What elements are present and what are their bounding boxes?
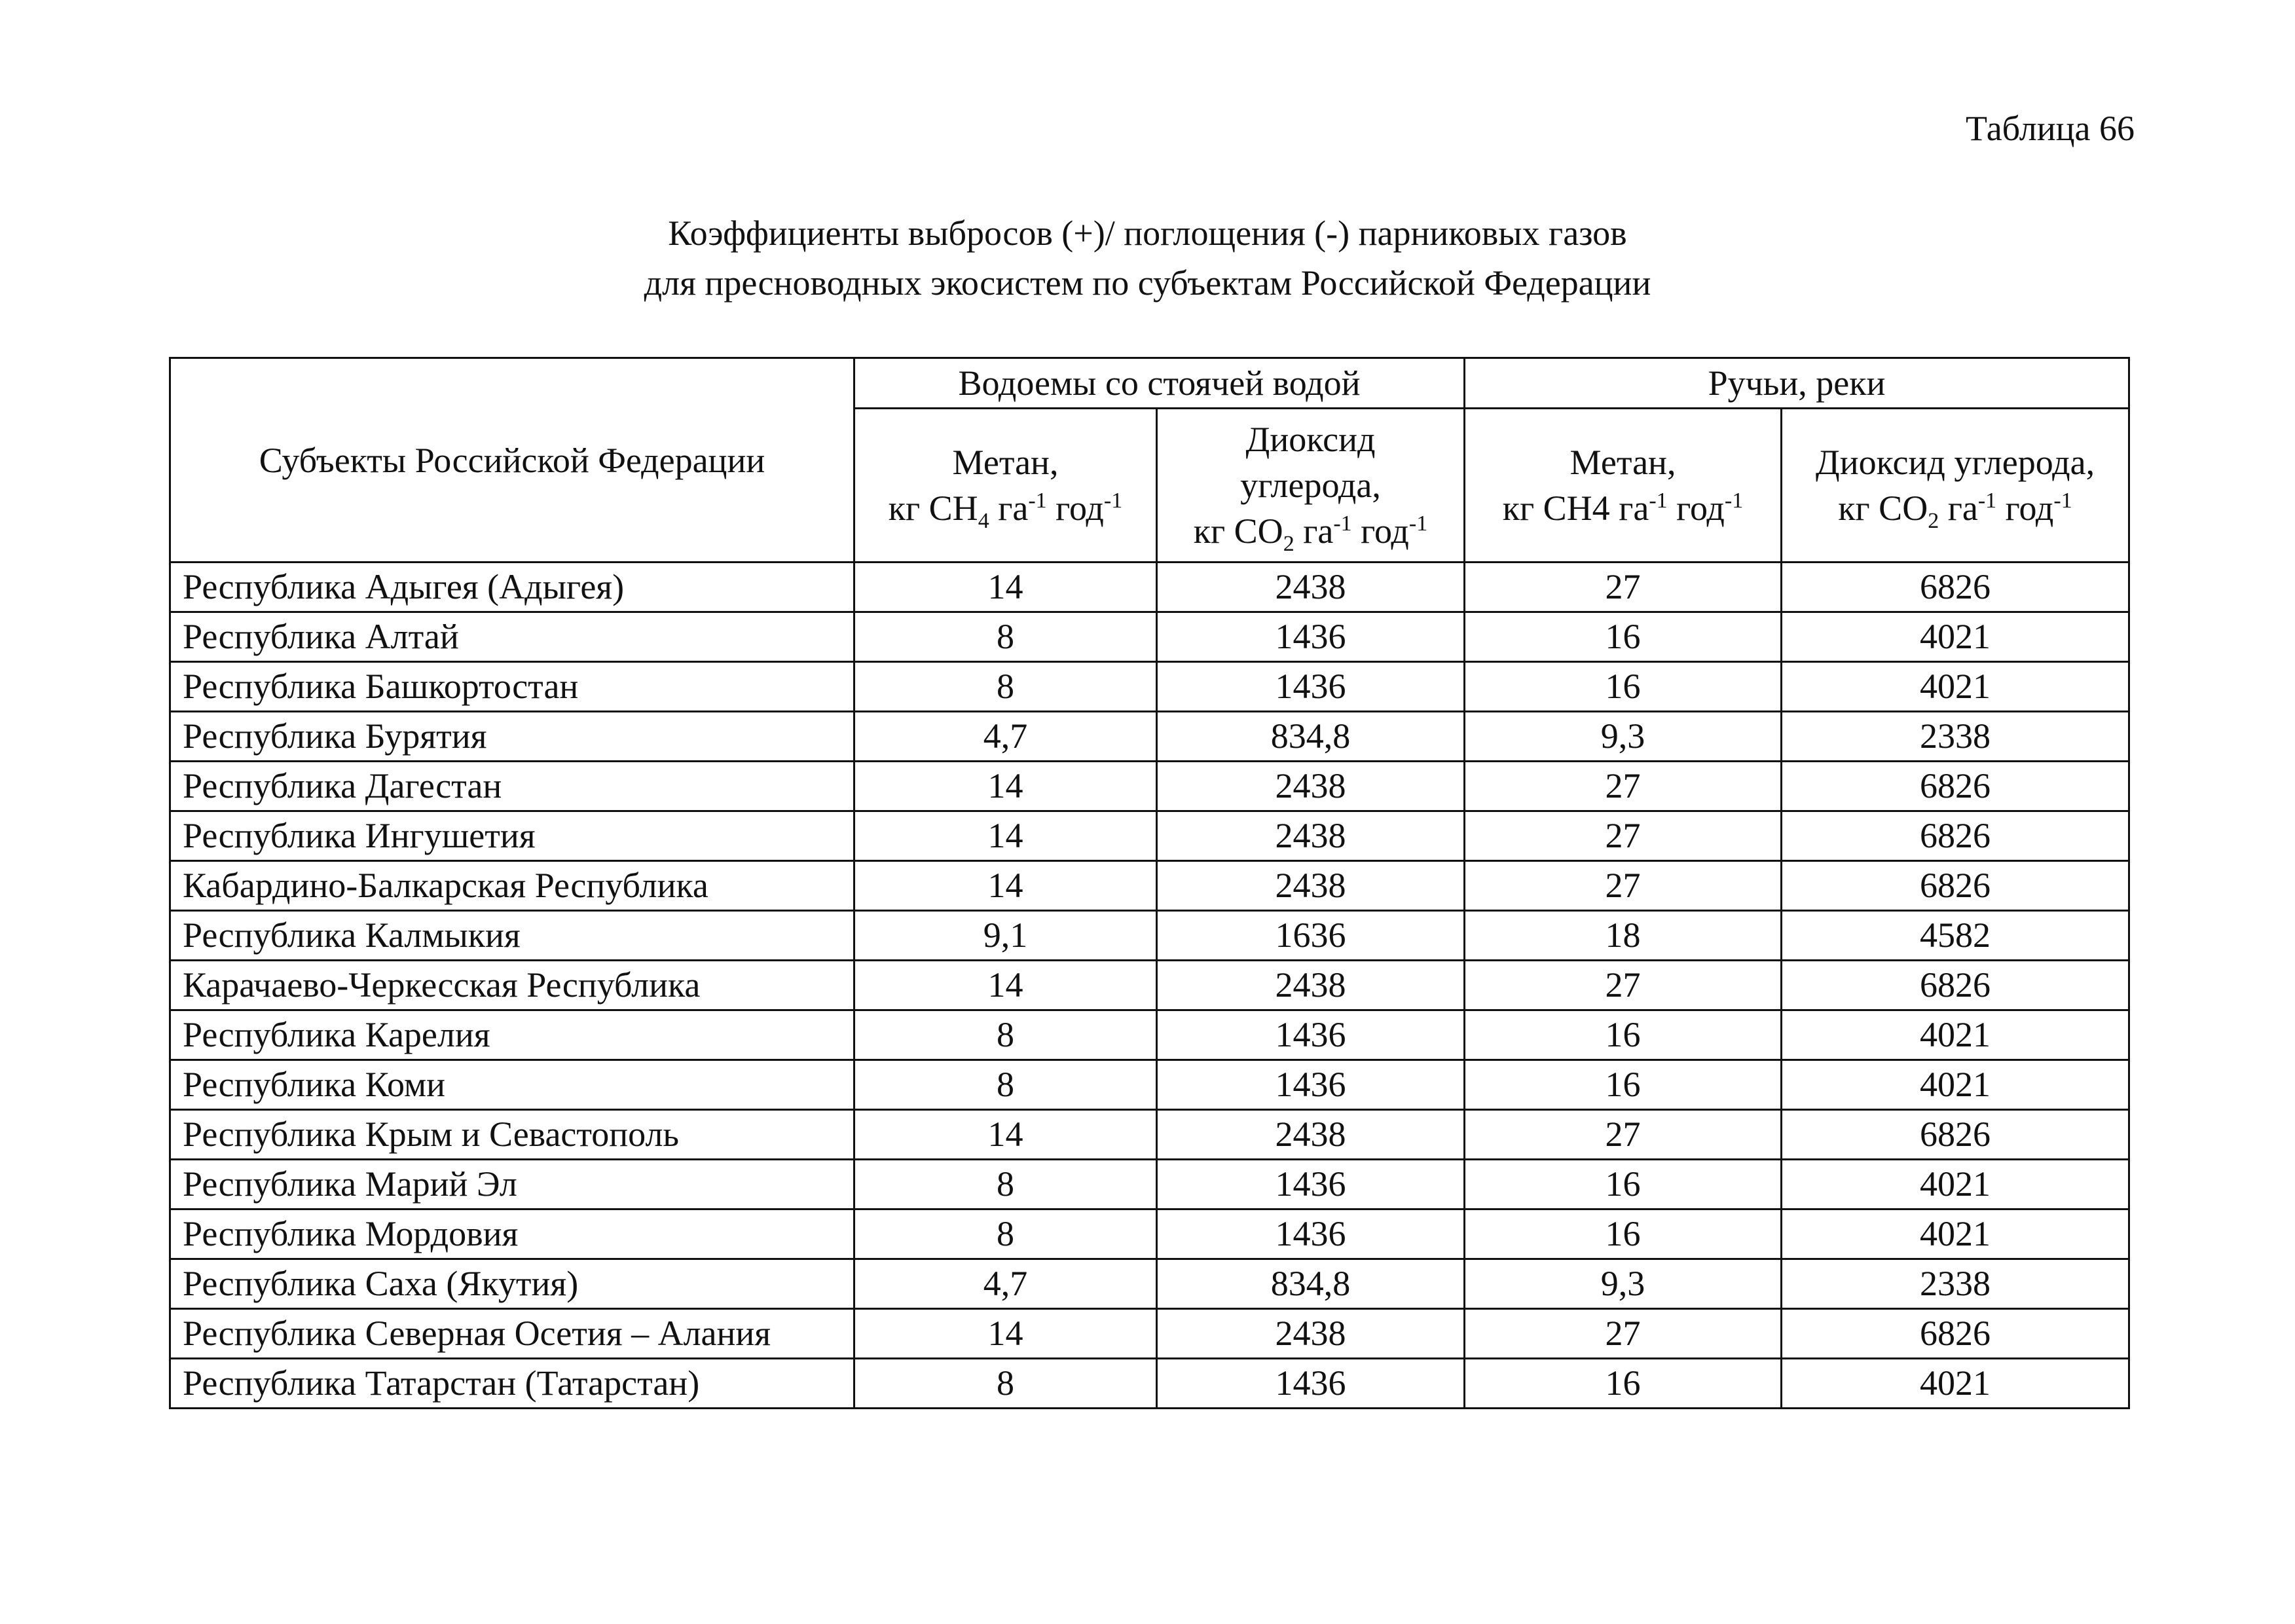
cell-standing-methane: 8: [854, 1010, 1157, 1060]
table-row: [170, 762, 2129, 811]
table-row: [170, 811, 2129, 861]
cell-rivers-co2: 4021: [1782, 1160, 2129, 1209]
cell-rivers-methane: 16: [1465, 1160, 1782, 1209]
unit-text: год: [1667, 489, 1725, 528]
cell-standing-co2: 834,8: [1157, 712, 1465, 762]
cell-rivers-methane: 27: [1465, 861, 1782, 911]
cell-standing-methane: 14: [854, 811, 1157, 861]
cell-rivers-co2: 4582: [1782, 911, 2129, 961]
cell-standing-co2: 2438: [1157, 563, 1465, 612]
cell-standing-co2: 2438: [1157, 762, 1465, 811]
unit-text: га: [1939, 489, 1978, 528]
cell-standing-methane: 4,7: [854, 712, 1157, 762]
cell-subject: Республика Башкортостан: [170, 662, 854, 712]
cell-rivers-co2: 6826: [1782, 811, 2129, 861]
cell-standing-co2: 2438: [1157, 961, 1465, 1010]
cell-rivers-co2: 4021: [1782, 1359, 2129, 1409]
cell-standing-methane: 14: [854, 1110, 1157, 1160]
cell-standing-methane: 8: [854, 1060, 1157, 1110]
cell-rivers-methane: 9,3: [1465, 712, 1782, 762]
cell-subject: Республика Карелия: [170, 1010, 854, 1060]
cell-rivers-co2: 4021: [1782, 662, 2129, 712]
cell-rivers-co2: 4021: [1782, 1209, 2129, 1259]
cell-rivers-methane: 16: [1465, 1359, 1782, 1409]
header-standing-methane: [854, 409, 1157, 563]
cell-subject: Республика Марий Эл: [170, 1160, 854, 1209]
header-rivers-methane: [1465, 409, 1782, 563]
header-label: углерода,: [1240, 466, 1381, 505]
table-row: [170, 1110, 2129, 1160]
header-group-rivers: Ручьи, реки: [1465, 358, 2129, 409]
unit-exponent: -1: [1724, 489, 1744, 513]
unit-text: кг CH4: [1502, 489, 1610, 528]
cell-rivers-methane: 16: [1465, 1060, 1782, 1110]
header-label: Диоксид: [1245, 420, 1376, 459]
cell-standing-co2: 2438: [1157, 1110, 1465, 1160]
cell-rivers-co2: 2338: [1782, 1259, 2129, 1309]
unit-text: га: [1609, 489, 1649, 528]
cell-rivers-co2: 6826: [1782, 1110, 2129, 1160]
cell-standing-co2: 1636: [1157, 911, 1465, 961]
header-label: Метан,: [1570, 443, 1676, 482]
cell-rivers-methane: 9,3: [1465, 1259, 1782, 1309]
unit-text: год: [1996, 489, 2054, 528]
cell-rivers-co2: 4021: [1782, 1060, 2129, 1110]
emission-factors-table: [169, 357, 2130, 1409]
table-title: [0, 208, 2295, 308]
unit-exponent: -1: [1977, 489, 1997, 513]
cell-standing-methane: 4,7: [854, 1259, 1157, 1309]
cell-rivers-methane: 27: [1465, 1309, 1782, 1359]
header-label: Диоксид углерода,: [1815, 443, 2095, 482]
cell-standing-co2: 1436: [1157, 1010, 1465, 1060]
unit-exponent: -1: [1103, 489, 1123, 513]
cell-standing-methane: 8: [854, 662, 1157, 712]
cell-subject: Карачаево-Черкесская Республика: [170, 961, 854, 1010]
unit-text: кг CO: [1193, 511, 1283, 551]
cell-rivers-methane: 27: [1465, 961, 1782, 1010]
cell-standing-methane: 14: [854, 563, 1157, 612]
table-row: [170, 1060, 2129, 1110]
table-row: [170, 961, 2129, 1010]
table-row: [170, 612, 2129, 662]
header-rivers-co2: [1782, 409, 2129, 563]
table-row: [170, 1259, 2129, 1309]
cell-rivers-co2: 2338: [1782, 712, 2129, 762]
cell-subject: Республика Калмыкия: [170, 911, 854, 961]
cell-subject: Кабардино-Балкарская Республика: [170, 861, 854, 911]
cell-standing-methane: 8: [854, 1359, 1157, 1409]
cell-rivers-co2: 6826: [1782, 1309, 2129, 1359]
table-row: [170, 1309, 2129, 1359]
cell-subject: Республика Мордовия: [170, 1209, 854, 1259]
cell-rivers-methane: 16: [1465, 1010, 1782, 1060]
cell-subject: Республика Саха (Якутия): [170, 1259, 854, 1309]
cell-standing-methane: 14: [854, 861, 1157, 911]
header-group-standing-water: Водоемы со стоячей водой: [854, 358, 1465, 409]
unit-subscript: 2: [1928, 508, 1939, 533]
cell-rivers-co2: 4021: [1782, 612, 2129, 662]
unit-exponent: -1: [1028, 489, 1047, 513]
cell-rivers-co2: 6826: [1782, 762, 2129, 811]
table-row: [170, 1010, 2129, 1060]
cell-standing-co2: 1436: [1157, 1160, 1465, 1209]
cell-standing-methane: 14: [854, 762, 1157, 811]
cell-standing-methane: 8: [854, 1209, 1157, 1259]
unit-text: год: [1046, 489, 1104, 528]
table-row: [170, 861, 2129, 911]
cell-rivers-co2: 6826: [1782, 961, 2129, 1010]
cell-standing-co2: 1436: [1157, 1359, 1465, 1409]
cell-standing-methane: 14: [854, 1309, 1157, 1359]
table-number: Таблица 66: [1966, 109, 2135, 148]
unit-text: кг CO: [1838, 489, 1928, 528]
cell-rivers-co2: 4021: [1782, 1010, 2129, 1060]
cell-standing-co2: 1436: [1157, 1209, 1465, 1259]
table-title-line-2: для пресноводных экосистем по субъектам Российской Федерации: [644, 263, 1651, 303]
unit-text: год: [1351, 511, 1409, 551]
header-subject: Субъекты Российской Федерации: [170, 358, 854, 563]
table-row: [170, 911, 2129, 961]
unit-text: га: [1294, 511, 1334, 551]
table-row: [170, 1209, 2129, 1259]
table-row: [170, 662, 2129, 712]
cell-standing-co2: 1436: [1157, 1060, 1465, 1110]
table-row: [170, 1359, 2129, 1409]
unit-text: кг CH: [888, 489, 978, 528]
cell-subject: Республика Бурятия: [170, 712, 854, 762]
cell-rivers-methane: 27: [1465, 563, 1782, 612]
cell-rivers-methane: 18: [1465, 911, 1782, 961]
unit-exponent: -1: [1649, 489, 1668, 513]
cell-standing-co2: 834,8: [1157, 1259, 1465, 1309]
table-row: [170, 1160, 2129, 1209]
cell-standing-methane: 9,1: [854, 911, 1157, 961]
cell-subject: Республика Дагестан: [170, 762, 854, 811]
cell-standing-methane: 14: [854, 961, 1157, 1010]
unit-subscript: 2: [1283, 531, 1294, 556]
unit-text: га: [989, 489, 1029, 528]
table-title-line-1: Коэффициенты выбросов (+)/ поглощения (-) парниковых газов: [668, 213, 1627, 253]
cell-rivers-methane: 27: [1465, 811, 1782, 861]
cell-rivers-co2: 6826: [1782, 861, 2129, 911]
cell-standing-co2: 2438: [1157, 811, 1465, 861]
cell-subject: Республика Северная Осетия – Алания: [170, 1309, 854, 1359]
header-label: Метан,: [952, 443, 1059, 482]
cell-subject: Республика Алтай: [170, 612, 854, 662]
cell-subject: Республика Крым и Севастополь: [170, 1110, 854, 1160]
table-row: [170, 712, 2129, 762]
cell-rivers-methane: 16: [1465, 662, 1782, 712]
cell-standing-co2: 1436: [1157, 612, 1465, 662]
table-row: [170, 563, 2129, 612]
cell-standing-methane: 8: [854, 612, 1157, 662]
cell-standing-co2: 1436: [1157, 662, 1465, 712]
cell-subject: Республика Коми: [170, 1060, 854, 1110]
unit-exponent: -1: [2053, 489, 2072, 513]
unit-exponent: -1: [1333, 511, 1352, 536]
cell-rivers-methane: 16: [1465, 612, 1782, 662]
cell-standing-methane: 8: [854, 1160, 1157, 1209]
cell-subject: Республика Ингушетия: [170, 811, 854, 861]
cell-subject: Республика Адыгея (Адыгея): [170, 563, 854, 612]
unit-subscript: 4: [978, 508, 989, 533]
cell-standing-co2: 2438: [1157, 861, 1465, 911]
cell-standing-co2: 2438: [1157, 1309, 1465, 1359]
unit-exponent: -1: [1408, 511, 1428, 536]
cell-rivers-methane: 27: [1465, 1110, 1782, 1160]
cell-subject: Республика Татарстан (Татарстан): [170, 1359, 854, 1409]
cell-rivers-methane: 16: [1465, 1209, 1782, 1259]
header-standing-co2: [1157, 409, 1465, 563]
cell-rivers-methane: 27: [1465, 762, 1782, 811]
header-group-row: [170, 358, 2129, 409]
cell-rivers-co2: 6826: [1782, 563, 2129, 612]
